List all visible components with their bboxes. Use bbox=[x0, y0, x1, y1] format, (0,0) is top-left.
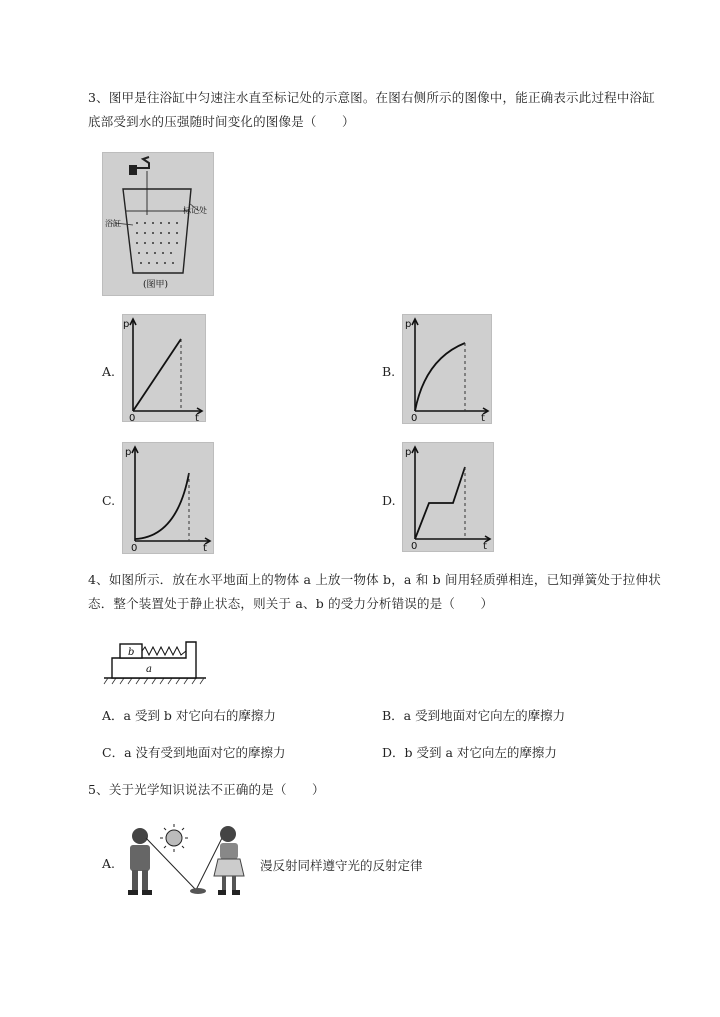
tub-label: 浴缸 bbox=[105, 219, 121, 228]
reflecting-surface bbox=[190, 888, 206, 894]
axis-label-t: t bbox=[195, 413, 199, 421]
boy-body bbox=[130, 845, 150, 871]
boy-head bbox=[132, 828, 148, 844]
q4-option-a[interactable]: A．a 受到 b 对它向右的摩擦力 bbox=[102, 708, 276, 723]
svg-text:t: t bbox=[203, 543, 207, 553]
q3-option-a-letter[interactable]: A. bbox=[102, 364, 116, 379]
mark-label: 标记处 bbox=[183, 206, 207, 215]
q3-stem-line1: 3、图甲是往浴缸中匀速注水直至标记处的示意图。在图右侧所示的图像中，能正确表示此过程中浴缸 bbox=[88, 90, 655, 105]
q3-option-d-letter[interactable]: D. bbox=[382, 493, 396, 508]
q5-option-a-letter[interactable]: A. bbox=[102, 856, 116, 871]
sun-icon bbox=[166, 830, 182, 846]
q3-figure-bathtub bbox=[102, 152, 214, 296]
svg-text:0: 0 bbox=[131, 543, 138, 553]
water-dots bbox=[136, 222, 178, 264]
q4-option-d[interactable]: D．b 受到 a 对它向左的摩擦力 bbox=[382, 745, 557, 760]
q4-option-b[interactable]: B．a 受到地面对它向左的摩擦力 bbox=[382, 708, 566, 723]
girl-head bbox=[220, 826, 236, 842]
q5-option-a-text[interactable]: 漫反射同样遵守光的反射定律 bbox=[260, 858, 423, 873]
svg-text:p: p bbox=[405, 447, 412, 458]
curve-step bbox=[415, 467, 465, 539]
q3-option-b-graph[interactable] bbox=[402, 314, 492, 424]
svg-text:0: 0 bbox=[411, 541, 418, 551]
bathtub-diagram bbox=[103, 153, 213, 295]
q4-stem-line2: 态．整个装置处于静止状态，则关于 a、b 的受力分析错误的是（ ） bbox=[88, 596, 494, 611]
svg-text:p: p bbox=[405, 319, 412, 330]
faucet-icon bbox=[137, 157, 149, 168]
svg-text:0: 0 bbox=[411, 413, 418, 423]
curve-convex bbox=[135, 473, 189, 539]
figure-caption: (图甲) bbox=[143, 280, 169, 290]
curve-concave bbox=[415, 343, 465, 411]
q5-option-a-illustration bbox=[118, 818, 256, 900]
label-a: a bbox=[146, 664, 152, 675]
q4-stem-line1: 4、如图所示．放在水平地面上的物体 a 上放一物体 b，a 和 b 间用轻质弹相连，已知弹簧处于拉伸状 bbox=[88, 572, 661, 587]
q3-option-c-letter[interactable]: C. bbox=[102, 493, 116, 508]
q3-option-d-graph[interactable] bbox=[402, 442, 494, 552]
q3-option-c-graph[interactable] bbox=[122, 442, 214, 554]
q4-figure-spring-blocks bbox=[102, 632, 212, 688]
origin-label: 0 bbox=[129, 413, 136, 421]
q3-stem-line2: 底部受到水的压强随时间变化的图像是（ ） bbox=[88, 114, 355, 129]
q3-option-a-graph[interactable] bbox=[122, 314, 206, 422]
q5-stem: 5、关于光学知识说法不正确的是（ ） bbox=[88, 782, 325, 797]
spring-icon bbox=[142, 647, 186, 655]
svg-text:t: t bbox=[483, 541, 487, 551]
q3-option-b-letter[interactable]: B. bbox=[382, 364, 396, 379]
girl-body bbox=[220, 843, 238, 859]
ground-hatch bbox=[104, 678, 204, 684]
tub-outline bbox=[123, 189, 191, 273]
svg-text:t: t bbox=[481, 413, 485, 423]
label-b: b bbox=[128, 647, 135, 658]
svg-text:p: p bbox=[125, 447, 132, 458]
faucet-handle-icon bbox=[129, 165, 137, 175]
curve-linear bbox=[133, 339, 181, 411]
axis-label-p: p bbox=[123, 319, 130, 330]
q4-option-c[interactable]: C．a 没有受到地面对它的摩擦力 bbox=[102, 745, 286, 760]
